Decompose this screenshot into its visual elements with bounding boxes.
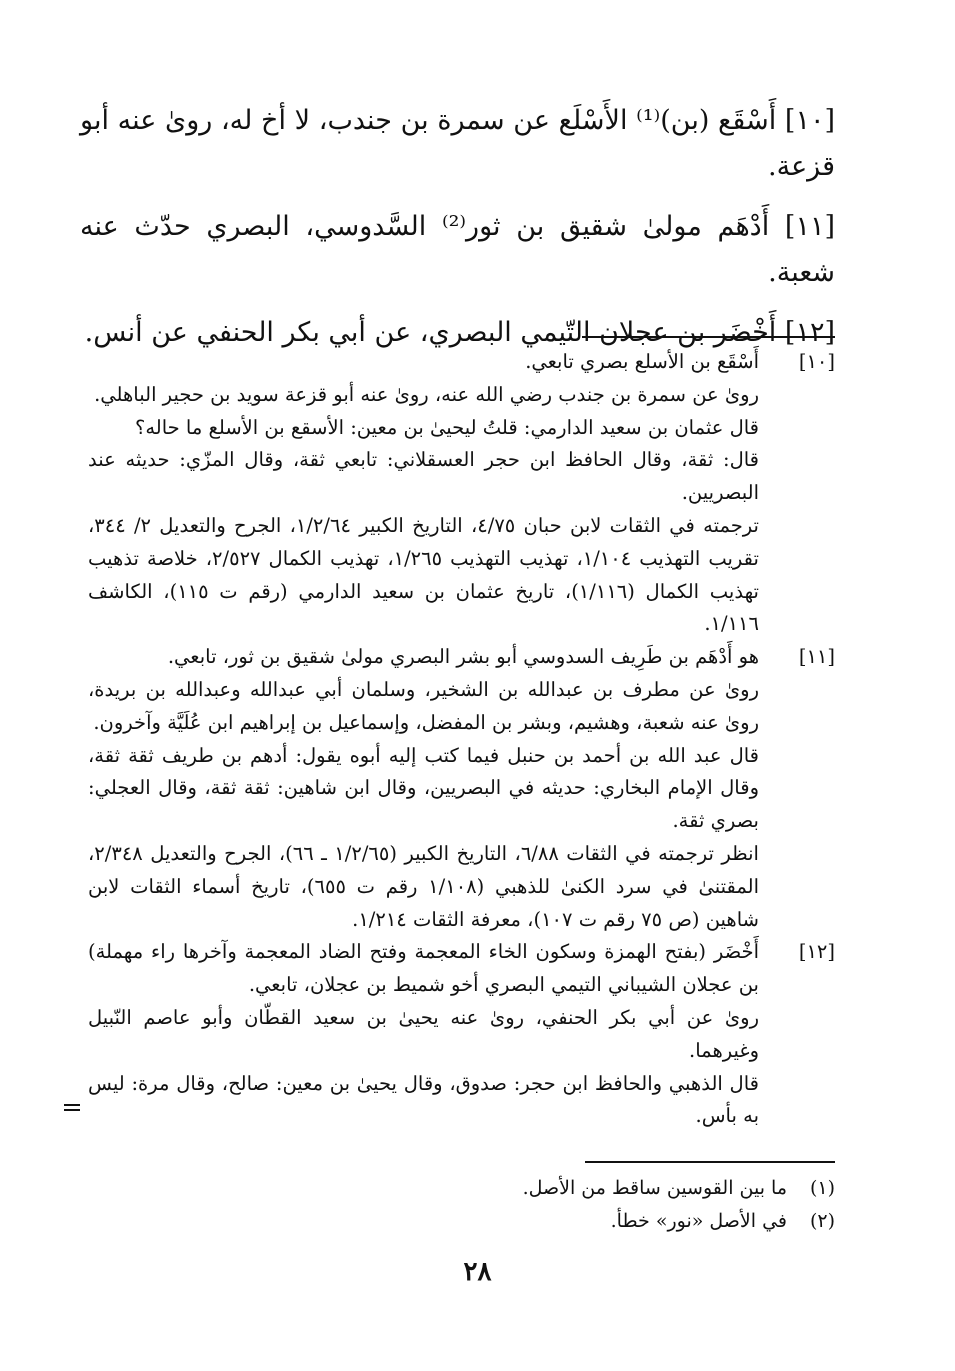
footnote-2 xyxy=(300,1205,835,1238)
entry-10: [١٠] أَسْقَع (بن)⁽¹⁾ الأَسْلَع عن سمرة بن جندب، لا أخ له، روىٰ عنه أبو قزعة. xyxy=(80,105,835,182)
notes-separator xyxy=(582,336,835,338)
note-12 xyxy=(88,936,835,1133)
footnotes-separator xyxy=(585,1161,835,1163)
note-10 xyxy=(88,346,835,641)
note-line: أَخْضَر (بفتح الهمزة وسكون الخاء المعجمة وفتح الضاد المعجمة وآخرها راء مهملة) بن عجلان الشيباني التيمي البصري أخو شميط بن عجلان، تابعي. xyxy=(88,940,759,997)
footnotes xyxy=(300,1172,835,1238)
note-line: قال الذهبي والحافظ ابن حجر: صدوق، وقال يحيىٰ بن معين: صالح، وقال مرة: ليس به بأس. xyxy=(88,1071,759,1128)
commentary-notes xyxy=(88,346,835,1133)
footnote-number: (٢) xyxy=(809,1210,835,1232)
note-line: قال: ثقة، وقال الحافظ ابن حجر العسقلاني: تابعي ثقة، وقال المزّي: حديثه عند البصريين. xyxy=(88,448,759,505)
note-11 xyxy=(88,641,835,936)
note-line: قال عثمان بن سعيد الدارمي: قلتُ ليحيىٰ بن معين: الأسقع بن الأسلع ما حاله؟ xyxy=(134,415,759,439)
note-line: روىٰ عن مطرف بن عبدالله بن الشخير، وسلمان أبي عبدالله وعبدالله بن بريدة، روىٰ عنه شعبة، وهشيم، وبشر بن المفضل، وإسماعيل بن إبراهيم ابن عُلَيَّة وآخرون. xyxy=(88,677,759,734)
note-number: [١٠] xyxy=(798,350,835,373)
main-text xyxy=(80,98,835,356)
note-line: روىٰ عن سمرة بن جندب رضي الله عنه، روىٰ عنه أبو قزعة سويد بن حجير الباهلي. xyxy=(94,382,759,406)
note-line: روىٰ عن أبي بكر الحنفي، روىٰ عنه يحيىٰ بن سعيد القطّان وأبو عاصم النّبيل وغيرهما. xyxy=(88,1005,759,1062)
note-line: ترجمته في الثقات لابن حبان ٤/٧٥، التاريخ الكبير ١/٢/٦٤، الجرح والتعديل ٢/ ٣٤٤، تقريب التهذيب ١/١٠٤، تهذيب التهذيب ١/٢٦٥، تهذيب الكمال ٢/٥٢٧، خلاصة تذهيب تهذيب الكمال (١/١١٦)، تاريخ عثمان بن سعيد الدارمي (رقم ت ١١٥)، الكاشف ١/١١٦. xyxy=(88,513,759,636)
note-number: [١١] xyxy=(798,645,835,669)
note-line: قال عبد الله بن أحمد بن حنبل فيما كتب إليه أبوه يقول: أدهم بن طريف ثقة ثقة، وقال الإمام البخاري: حديثه في البصريين، وقال ابن شاهين: ثقة ثقة، وقال العجلي: بصري ثقة. xyxy=(88,743,759,833)
margin-mark xyxy=(64,1104,80,1114)
footnote-text: في الأصل «نور» خطأ. xyxy=(610,1210,787,1232)
note-line: هو أَدْهَم بن طَرِيف السدوسي أبو بشر البصري مولىٰ شقيق بن ثور، تابعي. xyxy=(167,645,759,669)
note-number: [١٢] xyxy=(798,940,835,964)
note-line: أَسْقَع بن الأسلع بصري تابعي. xyxy=(525,350,759,373)
note-line: انظر ترجمته في الثقات ٦/٨٨، التاريخ الكبير (١/٢/٦٥ ـ ٦٦)، الجرح والتعديل ٢/٣٤٨، المقتنىٰ في سرد الكنىٰ للذهبي (١/١٠٨ رقم ت ٦٥٥)، تاريخ أسماء الثقات لابن شاهين (ص ٧٥ رقم ت ١٠٧)، معرفة الثقات ١/٢١٤. xyxy=(88,841,760,931)
footnote-text: ما بين القوسين ساقط من الأصل. xyxy=(522,1177,787,1199)
footnote-number: (١) xyxy=(809,1177,835,1199)
footnote-1 xyxy=(300,1172,835,1205)
page-number: ٢٨ xyxy=(463,1257,492,1287)
entry-12: [١٢] أَخْضَر بن عجلان التّيمي البصري، عن أبي بكر الحنفي عن أنس. xyxy=(84,317,835,348)
entry-11: [١١] أَدْهَم مولىٰ شقيق بن ثور⁽²⁾ السَّدوسي، البصري حدّث عنه شعبة. xyxy=(80,211,835,288)
